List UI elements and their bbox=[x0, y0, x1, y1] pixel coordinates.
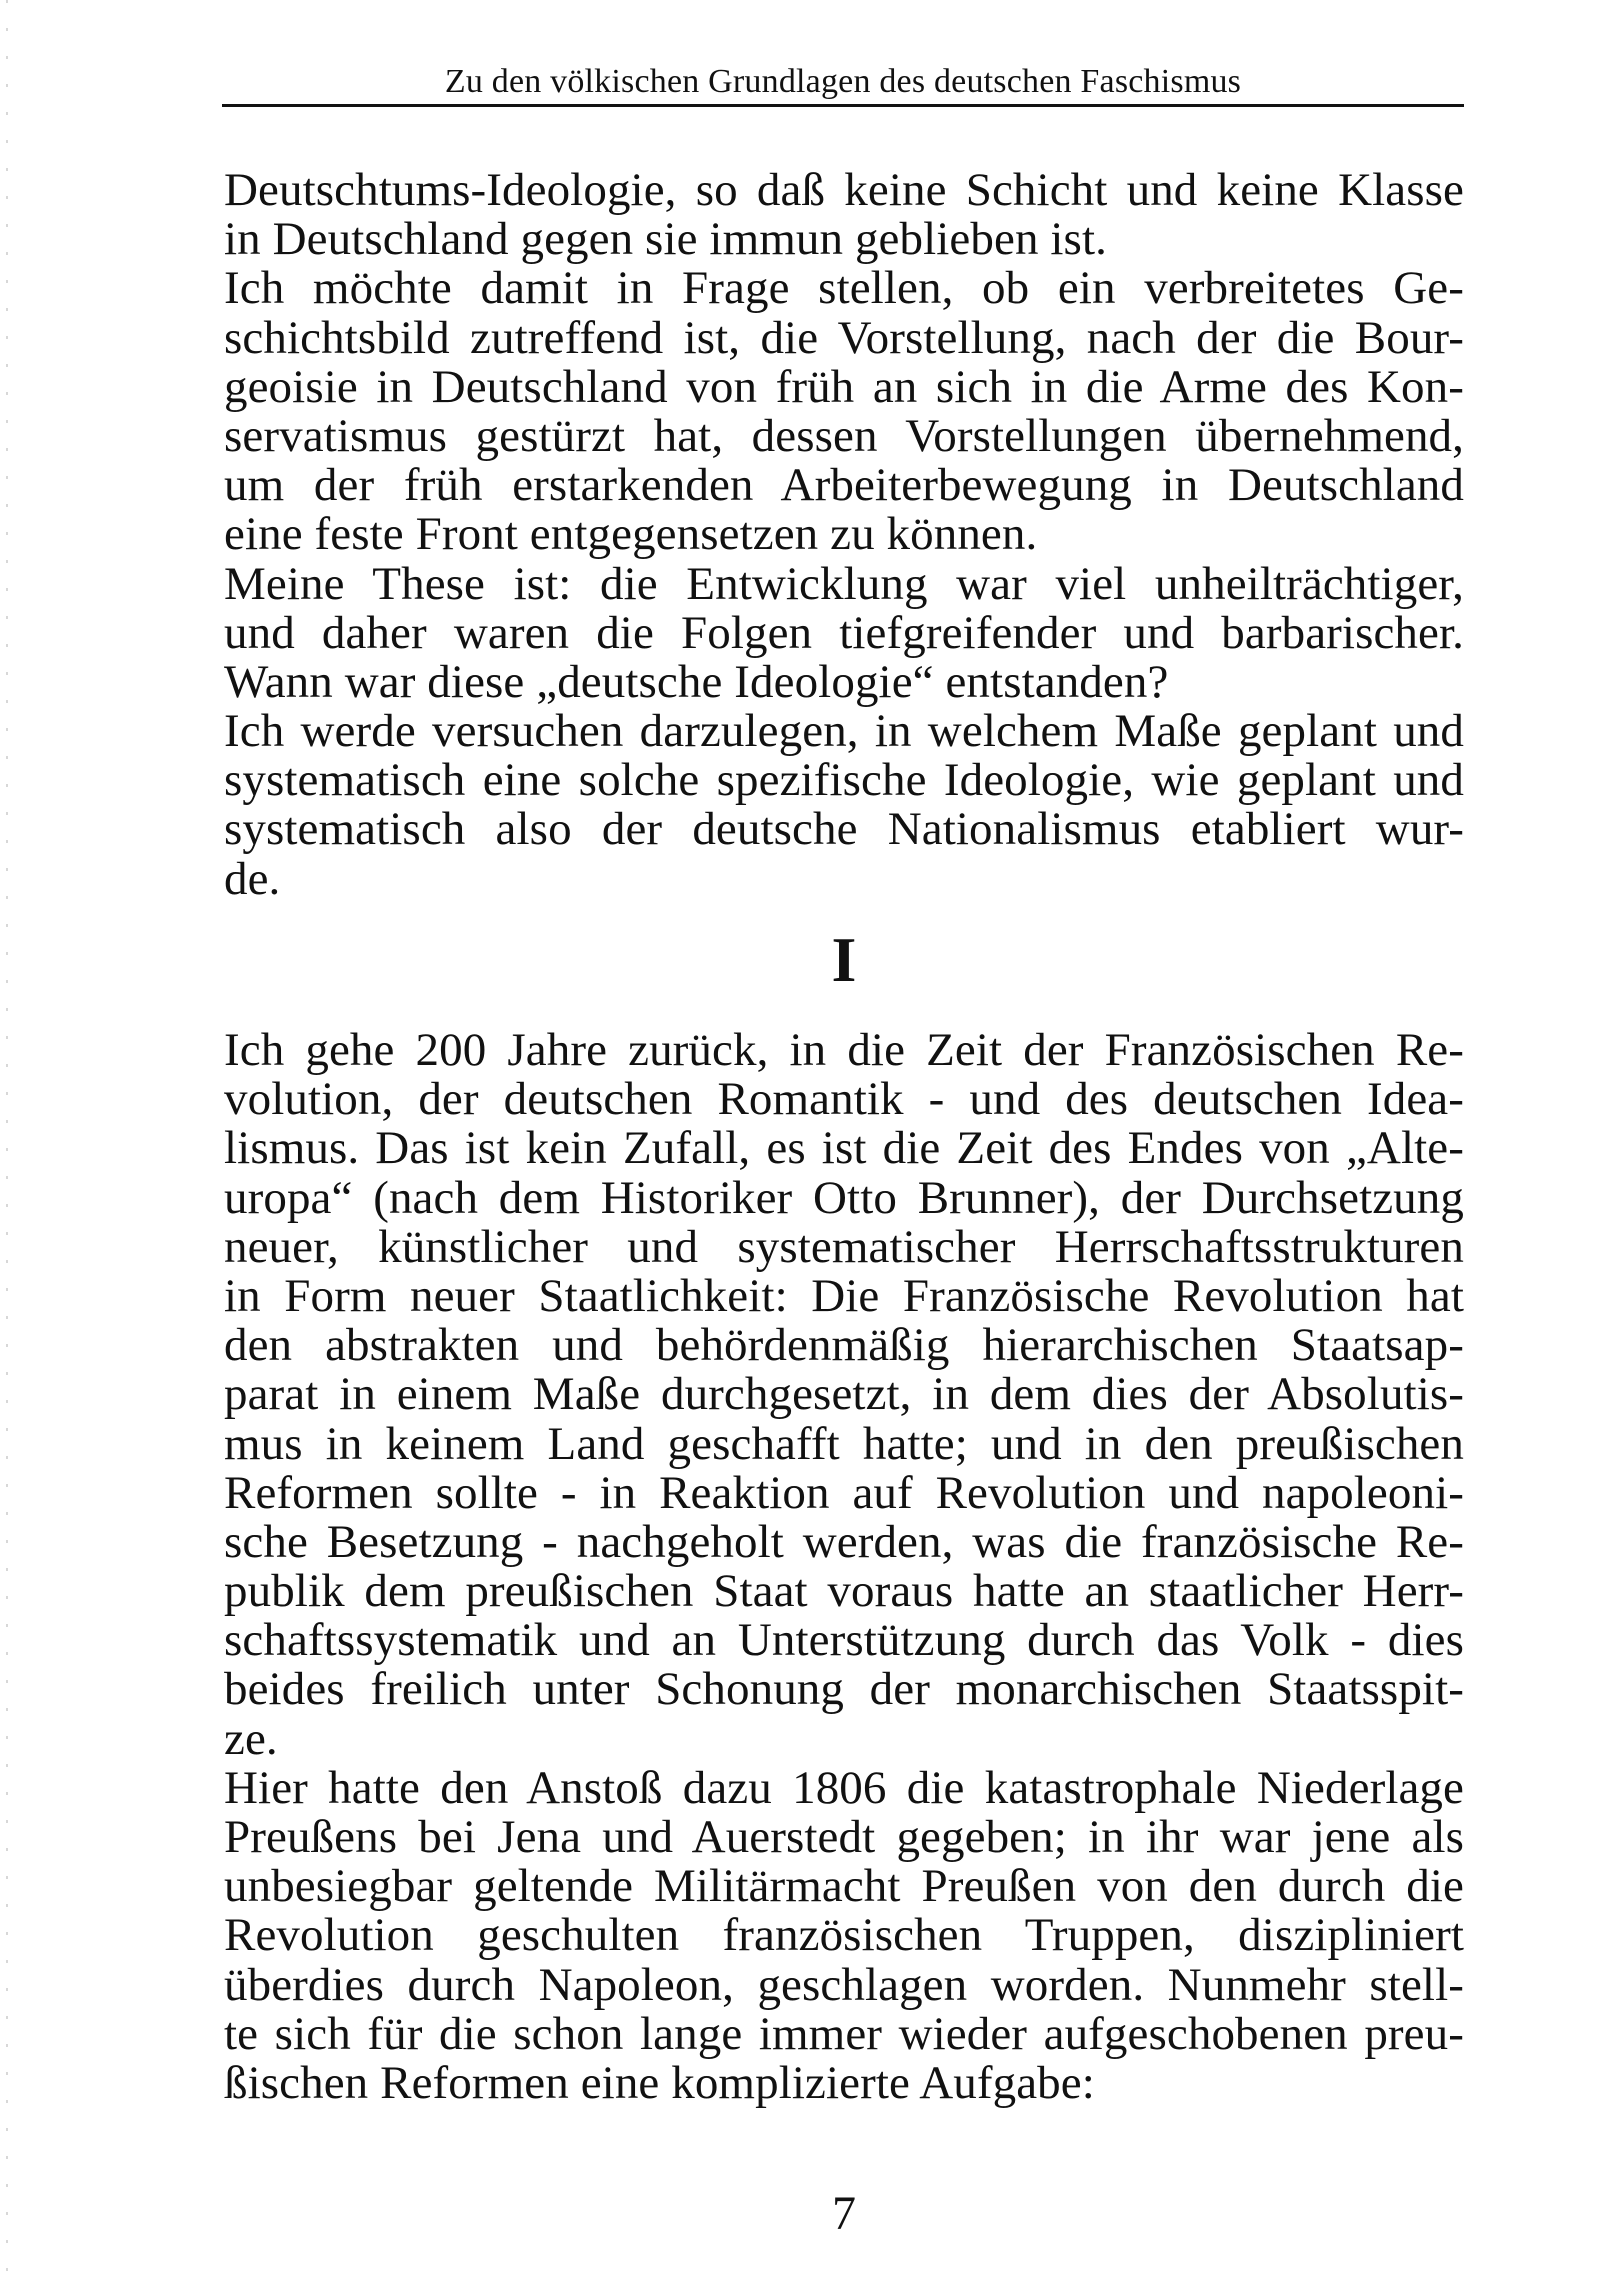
text-line: schichtsbild zutreffend ist, die Vorstellung, nach der die Bour- bbox=[224, 313, 1464, 363]
text-line: Preußens bei Jena und Auerstedt gegeben; in ihr war jene als bbox=[224, 1813, 1464, 1863]
text-line: Wann war diese „deutsche Ideologie“ entstanden? bbox=[224, 657, 1169, 708]
scan-edge-artifact bbox=[6, 0, 8, 2274]
text-line: Deutschtums-Ideologie, so daß keine Schicht und keine Klasse bbox=[224, 166, 1464, 216]
text-line: volution, der deutschen Romantik - und des deutschen Idea- bbox=[224, 1075, 1464, 1125]
text-line: eine feste Front entgegensetzen zu können. bbox=[224, 510, 1038, 560]
text-line: te sich für die schon lange immer wieder aufgeschobenen preu- bbox=[224, 2009, 1464, 2059]
text-line: Meine These ist: die Entwicklung war viel unheilträchtiger, bbox=[224, 559, 1464, 609]
text-line: und daher waren die Folgen tiefgreifender und barbarischer. bbox=[224, 608, 1464, 658]
paragraph bbox=[224, 560, 1464, 708]
text-line: überdies durch Napoleon, geschlagen worden. Nunmehr stell- bbox=[224, 1960, 1464, 2010]
page-number: 7 bbox=[832, 2187, 856, 2240]
text-line: in Form neuer Staatlichkeit: Die Französische Revolution hat bbox=[224, 1271, 1464, 1322]
text-line: Ich werde versuchen darzulegen, in welchem Maße geplant und bbox=[224, 707, 1464, 757]
text-line: ßischen Reformen eine komplizierte Aufgabe: bbox=[224, 2058, 1095, 2109]
paragraph bbox=[224, 166, 1464, 264]
text-line: Hier hatte den Anstoß dazu 1806 die katastrophale Niederlage bbox=[224, 1763, 1464, 1813]
text-line: in Deutschland gegen sie immun geblieben ist. bbox=[224, 215, 1107, 265]
body-text-before-section bbox=[224, 166, 1464, 904]
text-line: beides freilich unter Schonung der monarchischen Staatsspit- bbox=[224, 1665, 1464, 1715]
text-line: parat in einem Maße durchgesetzt, in dem dies der Absolutis- bbox=[224, 1370, 1464, 1420]
text-line: schaftssystematik und an Unterstützung durch das Volk - dies bbox=[224, 1616, 1464, 1666]
paragraph bbox=[224, 1026, 1464, 1764]
text-line: Reformen sollte - in Reaktion auf Revolution und napoleoni- bbox=[224, 1468, 1464, 1518]
text-line: neuer, künstlicher und systematischer Herrschaftsstrukturen bbox=[224, 1222, 1464, 1272]
paragraph bbox=[224, 1764, 1464, 2108]
running-header: Zu den völkischen Grundlagen des deutschen Faschismus bbox=[444, 63, 1242, 100]
text-line: unbesiegbar geltende Militärmacht Preußen von den durch die bbox=[224, 1862, 1464, 1912]
text-line: Ich gehe 200 Jahre zurück, in die Zeit der Französischen Re- bbox=[224, 1026, 1464, 1076]
text-line: systematisch eine solche spezifische Ideologie, wie geplant und bbox=[224, 756, 1464, 806]
text-line: de. bbox=[224, 854, 281, 904]
text-line: uropa“ (nach dem Historiker Otto Brunner), der Durchsetzung bbox=[224, 1173, 1464, 1223]
text-line: den abstrakten und behördenmäßig hierarchischen Staatsap- bbox=[224, 1321, 1464, 1371]
body-text-section-one bbox=[224, 1026, 1464, 2108]
text-line: ze. bbox=[224, 1714, 278, 1764]
paragraph bbox=[224, 264, 1464, 559]
text-line: geoisie in Deutschland von früh an sich in die Arme des Kon- bbox=[224, 362, 1464, 412]
header-rule bbox=[222, 104, 1464, 107]
text-line: um der früh erstarkenden Arbeiterbewegung in Deutschland bbox=[224, 461, 1464, 511]
section-heading-numeral: I bbox=[831, 924, 857, 995]
text-line: Ich möchte damit in Frage stellen, ob ein verbreitetes Ge- bbox=[224, 264, 1464, 314]
text-line: publik dem preußischen Staat voraus hatte an staatlicher Herr- bbox=[224, 1567, 1464, 1617]
text-line: Revolution geschulten französischen Truppen, diszipliniert bbox=[224, 1911, 1464, 1961]
text-line: servatismus gestürzt hat, dessen Vorstellungen übernehmend, bbox=[224, 411, 1464, 462]
paragraph bbox=[224, 707, 1464, 904]
text-line: sche Besetzung - nachgeholt werden, was die französische Re- bbox=[224, 1517, 1464, 1568]
text-line: systematisch also der deutsche Nationalismus etabliert wur- bbox=[224, 805, 1464, 855]
text-line: lismus. Das ist kein Zufall, es ist die Zeit des Endes von „Alte- bbox=[224, 1124, 1464, 1174]
text-line: mus in keinem Land geschafft hatte; und in den preußischen bbox=[224, 1419, 1464, 1469]
